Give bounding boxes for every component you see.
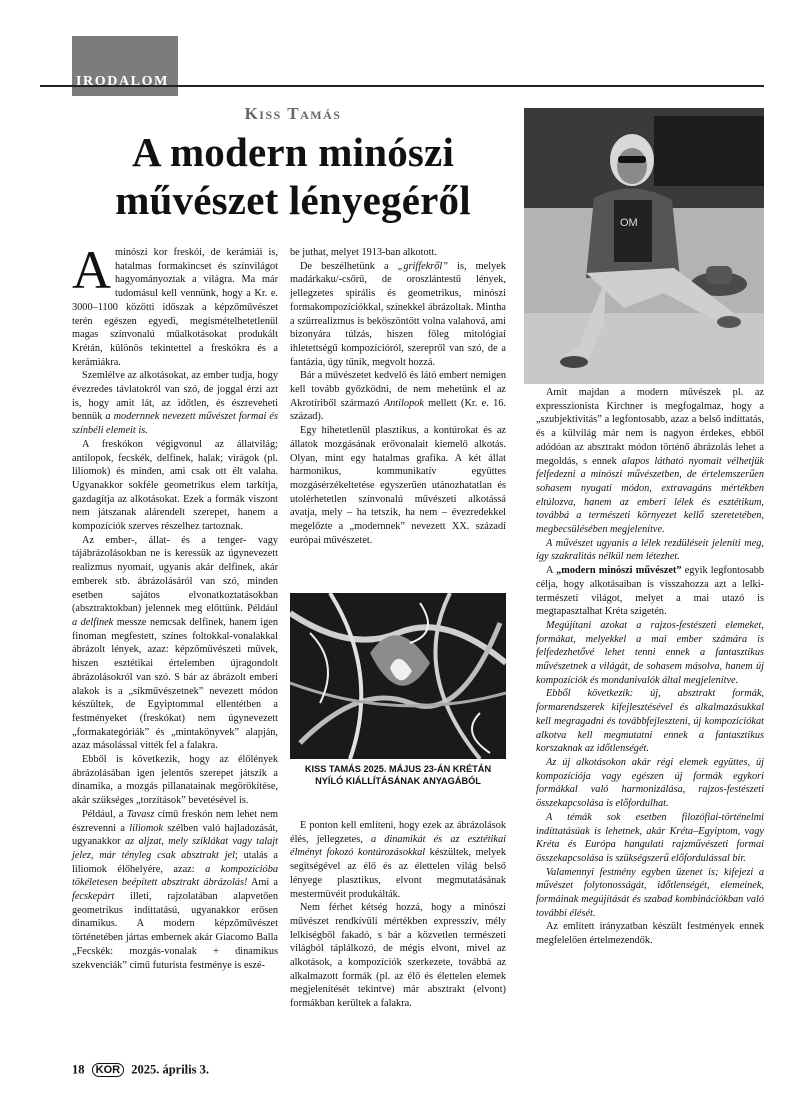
article-paragraph: [72, 240, 278, 369]
text-run: Amit majdan a modern művészek pl. az expresszionista Kirchner is megfogalmaz, hogy a „szubjektivitás” a legfontosabb, azaz a belső indíttatás, és a külvilág már nem is nagyon érdekes, ebből adódóan az absztrakt módon történő ábrázolás lehet a megoldás, s ennek: [536, 387, 764, 467]
article-column-3: [536, 386, 764, 1046]
article-column-2-lower: [290, 819, 506, 1049]
article-column-1: [72, 240, 278, 1046]
article-paragraph: [72, 369, 278, 438]
article-paragraph: [536, 564, 764, 619]
emphasis: Megújítani azokat a rajzos-festészeti elemeket, formákat, melyekkel a mai ember számára is felfedezhetővé lehet tenni ennek a fantasztikus művészetnek a világát, de sohasem másolva, hanem új kompozíciók és mondanivalók által megjelenítve.: [536, 619, 764, 686]
article-paragraph: [290, 260, 506, 370]
article-paragraph: A freskókon végigvonul az állatvilág; antilopok, fecskék, delfinek, halak; virágok (pl. liliomok) és minden, ami csak ott élt valaha. Ugyanakkor sokféle geometrikus elem tarkítja, gazdagítja az alkotásokat. Ezek a formák viszont nem játszanak alárendelt szerepet, hanem a kompozíciók szerves részelhez tartoznak.: [72, 438, 278, 533]
page-footer: [72, 1062, 209, 1078]
article-paragraph: Ebből is következik, hogy az élőlények ábrázolásában igen jelentős szerepet játszik a dinamika, a mozgás pillanatainak megörökítése, akár szükséges „torzítások” bevetésével is.: [72, 754, 278, 807]
emphasis: a kompozícióba tökéletesen beépített absztrakt ábrázolás!: [72, 863, 278, 889]
text-run: E ponton kell említeni, hogy ezek az ábrázolások élés, jellegzetes,: [290, 820, 506, 845]
emphasis: fecskepárt: [72, 891, 115, 903]
emphasis: a dinamikát és az esztétikai élményt fokozó kontúrozásokkal: [290, 833, 506, 859]
article-paragraph: [536, 386, 764, 537]
article-column-2: [290, 246, 506, 590]
emphasis: a delfinek: [72, 616, 114, 628]
emphasis: Valamennyi festmény egyben üzenet is; kifejezi a művészet folytonosságát, időtlenségét, elemeinek, formáinak megújítását és szabad kombinációkban való további élését.: [536, 866, 764, 919]
article-paragraph: [536, 756, 764, 811]
abstract-painting-icon: [290, 593, 506, 759]
text-run: minószi kor freskói, de kerámiái is, hatalmas formakincset és színvilágot hagyományoztak a világra. Ma már tudomásul kell vennünk, hogy a Kr. e. 3000–1100 közötti időszak a képzőművészet terén egészen egyedi, megismételhetetlenül magas színvonalú műalkotásokat produkált Krétán, különös tekintettel a freskókra és a kerámiákra.: [72, 247, 278, 368]
text-run: mellett (Kr. e. 16. század).: [290, 397, 506, 423]
article-paragraph: [536, 537, 764, 564]
text-run: A: [546, 565, 557, 577]
issue-date: 2025. április 3.: [131, 1062, 209, 1077]
emphasis: „griffekről”: [397, 260, 449, 272]
article-paragraph: [290, 819, 506, 901]
text-run: is, melyek madárkaku/-csőrű, de oroszlántestű lények, jellegzetes spirális és geometrikus, minószi formakompozíciókkal, színekkel ábrázoltak. Mintha a szürrealizmus is beköszöntött volna valahová, ami bizonyára túlzás, hiszen főleg mitológiai ihletettségű kompozícióról, szerepről van szó, de a fantázia, úgy tűnik, megvolt hozzá.: [290, 260, 506, 368]
strong-phrase: „modern minószi művészet”: [556, 565, 682, 577]
emphasis: Antilopok: [383, 397, 424, 409]
article-paragraph: [72, 534, 278, 753]
emphasis: A művészet ugyanis a lélek rezdüléseit jeleníti meg, így szakralitás nélkül nem létezhet.: [536, 537, 764, 563]
portrait-photo-icon: [524, 108, 764, 384]
emphasis: Ebből következik: új, absztrakt formák, formarendszerek kifejlesztésével és alkalmazásukkal kell megragadni és továbbfejleszteni, új kompozíciókat alkotva kell megmutatni ennek a fantasztikus korszaknak az időtlenségét.: [536, 688, 764, 755]
emphasis: Tavasz: [126, 808, 155, 820]
section-rubric: IRODALOM: [76, 74, 169, 89]
article-paragraph: [536, 619, 764, 688]
emphasis: alapos látható nyomait vélhetjük felfedezni a minószi művészetben, de értelemszerűen sohasem nyugati módon, extravagáns mértékben eltúlozva, hanem az emberi lélek és esztétikum, továbbá a természeti környezet kellő szeretetében, megbecsülésében megjelenítve.: [536, 455, 764, 536]
emphasis: a modernnek nevezett művészet formai és színbéli elemeit is.: [72, 411, 278, 437]
text-run: ; utalás a liliomok élőhelyére, azaz:: [72, 849, 278, 875]
article-paragraph: [72, 808, 278, 972]
drop-cap: A: [72, 240, 111, 300]
emphasis: liliomok: [129, 822, 163, 834]
article-paragraph: Az említett irányzatban készült festmények ennek megfelelően értelmezendők.: [536, 921, 764, 947]
text-run: Bár a művészetet kedvelő és látó embert nemigen kell tovább győzködni, de nem mehetünk el az Akrotíriből származó: [290, 370, 506, 409]
article-paragraph: Nem férhet kétség hozzá, hogy a minószi művészet rendkívüli mértékben expresszív, mély lelkiségből fakadó, s bár a közvetlen természeti világból táplálkozó, de mégis elvont, mivel az alkotások, a kompozíciók szerkezete, továbbá az alkalmazott formák (pl. az élő és élettelen elemek megjelenítését tekintve) már absztrakt (elvont) formákban kerültek a falakra.: [290, 902, 506, 1010]
text-run: című freskón nem lehet nem észrevenni a: [72, 808, 278, 834]
emphasis: Az új alkotásokon akár régi elemek együttes, új kompozíciója vagy egészen új formák egykori formákkal való harmonizálása, rajzos-festészeti összekapcsolása is előfordulhat.: [536, 756, 764, 810]
text-run: illeti, rajzolatában alapvetően geometrikus indíttatású, ugyanakkor erősen dinamikus. A modern képzőművészet történetében jártas embernek akár Giacomo Balla „Fecskék: mozgás-vonalak + dinamikus szekvenciák” című futurista festménye is eszé-: [72, 891, 278, 971]
portrait-photo: [524, 108, 764, 384]
figure-caption: KISS TAMÁS 2025. MÁJUS 23-ÁN KRÉTÁN NYÍLÓ KIÁLLÍTÁSÁNAK ANYAGÁBÓL: [304, 764, 492, 786]
article-paragraph: Egy hihetetlenül plasztikus, a kontúrokat és az állatok mozgásának erővonalait kiemelő alkotás. Olyan, mint egy hatalmas grafika. A két állat harmonikus, kommunikatív együttes mozgásérzékeltetése egyszerűen utánozhatatlan és utolérhetetlen színvonalú művészeti alkotássá avatja, mely – ha tetszik, ha nem – évezredekkel megelőzte a „modernnek” nevezett XX. századi európai művészetet.: [290, 425, 506, 546]
text-run: Az ember-, állat- és a tenger- vagy tájábrázolásokban ne is keressük az úgynevezett realizmus nyomait, ugyanis akár delfinek, akár emberek stb. ábrázolásáról van szó, minden esetben sajátos elvonatkoztatásokban (absztraktokban) jelennek meg előttünk. Például: [72, 534, 278, 615]
article-paragraph: [536, 811, 764, 866]
author-name: Kiss Tamás: [244, 104, 342, 123]
article-title: A modern minószi művészet lényegéről: [115, 129, 471, 223]
kor-logo-icon: KOR: [92, 1063, 124, 1077]
header-rule: [40, 85, 764, 87]
text-run: messze nemcsak delfinek, hanem igen finoman megfestett, színes foltokkal-vonalakkal ábrázolt lények, azaz: képzőművészeti művek, hiszen esztétikai értelemben újragondolt ábrázolásokról van szó. S bár az ábrázolt emberi alakok is a „síkművészetnek” nevezett módon készültek, de Egyiptommal ellentétben a festményeket (freskókat) nem úgynevezett „formakategóriák” és „mintakönyvek” alapján, azaz másolással vitték fel a falakra.: [72, 616, 278, 752]
text-run: Ami a: [247, 877, 278, 889]
text-run: készültek, melyek segítségével az élő és az élettelen világ belső lényege plasztikus, elvont megmutatásának mestermüvéit produkálták.: [290, 847, 506, 900]
article-paragraph: [536, 866, 764, 921]
article-paragraph: be juthat, melyet 1913-ban alkotott.: [290, 247, 437, 258]
page-number: 18: [72, 1062, 85, 1077]
svg-text:OM: OM: [620, 217, 638, 229]
text-run: Például, a: [82, 808, 127, 820]
text-run: De beszélhetünk a: [300, 260, 398, 272]
text-run: szélben való hajladozását, ugyanakkor: [72, 822, 278, 848]
text-run: egyik legfontosabb célja, hogy alkotásaiban is visszahozza azt a lelki-természeti világot, melyet a mai utazó is megtapasztalhat Kréta szigetén.: [536, 565, 764, 618]
emphasis: az aljzat, mely sziklákat vagy talajt jelez, már tényleg csak absztrakt jel: [72, 836, 278, 861]
text-run: Szemlélve az alkotásokat, az ember tudja, hogy évezredes távlatokról van szó, de joggal érzi azt is, hogy amit lát, az időtlen, és észreveheti bennük: [72, 370, 278, 423]
emphasis: A témák sok esetben filozófiai-történelmi indíttatásúak is lehetnek, akár Kréta–Egyiptom, vagy Kréta és Európa hangulati rajzművészeti formai összekapcsolása is szükségszerű előfordulással bír.: [536, 811, 764, 864]
abstract-painting: [290, 593, 506, 759]
article-paragraph: [290, 369, 506, 424]
article-paragraph: [536, 687, 764, 756]
